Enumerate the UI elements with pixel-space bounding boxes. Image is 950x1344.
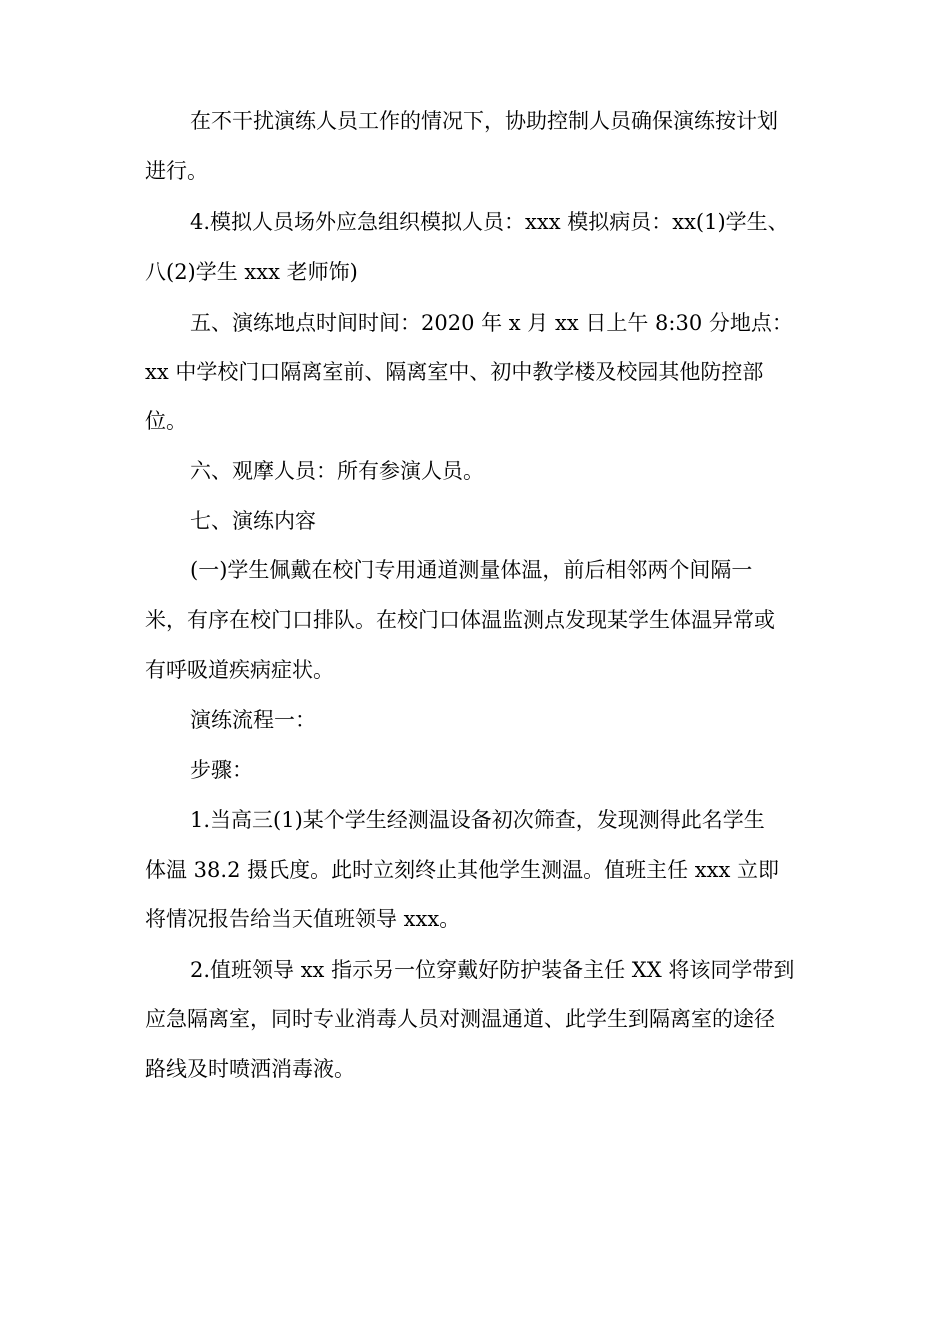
paragraph-line-5: 五、演练地点时间时间：2020 年 x 月 xx 日上午 8:30 分地点：: [190, 311, 793, 335]
paragraph-line-4: 八(2)学生 xxx 老师饰): [145, 260, 358, 284]
subheading-process-one: 演练流程一：: [190, 708, 316, 732]
paragraph-line-2: 进行。: [145, 159, 208, 183]
paragraph-line-6: xx 中学校门口隔离室前、隔离室中、初中教学楼及校园其他防控部: [145, 360, 764, 384]
subheading-steps: 步骤：: [190, 758, 253, 782]
paragraph-line-20: 路线及时喷洒消毒液。: [145, 1057, 355, 1081]
paragraph-line-19: 应急隔离室，同时专业消毒人员对测温通道、此学生到隔离室的途径: [145, 1007, 775, 1031]
paragraph-line-17: 将情况报告给当天值班领导 xxx。: [145, 907, 461, 931]
paragraph-line-18: 2.值班领导 xx 指示另一位穿戴好防护装备主任 XX 将该同学带到: [190, 958, 795, 982]
paragraph-line-16: 体温 38.2 摄氏度。此时立刻终止其他学生测温。值班主任 xxx 立即: [145, 858, 779, 882]
paragraph-line-15: 1.当高三(1)某个学生经测温设备初次筛查，发现测得此名学生: [190, 808, 765, 832]
paragraph-line-11: 米，有序在校门口排队。在校门口体温监测点发现某学生体温异常或: [145, 608, 775, 632]
paragraph-line-10: (一)学生佩戴在校门专用通道测量体温，前后相邻两个间隔一: [190, 558, 753, 582]
section-heading-content: 七、演练内容: [190, 509, 316, 533]
paragraph-line-1: 在不干扰演练人员工作的情况下，协助控制人员确保演练按计划: [190, 109, 778, 133]
paragraph-line-7: 位。: [145, 409, 187, 433]
section-heading-observers: 六、观摩人员：所有参演人员。: [190, 459, 484, 483]
paragraph-line-3: 4.模拟人员场外应急组织模拟人员：xxx 模拟病员：xx(1)学生、: [190, 210, 789, 234]
paragraph-line-12: 有呼吸道疾病症状。: [145, 658, 334, 682]
